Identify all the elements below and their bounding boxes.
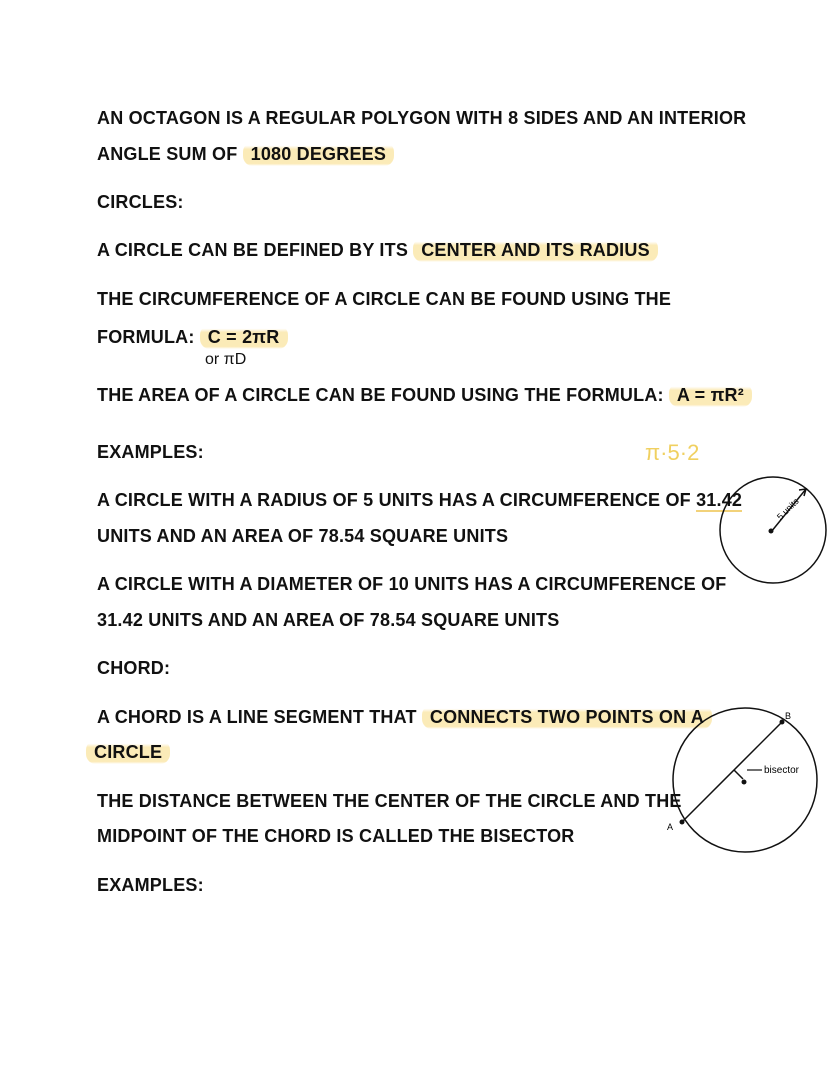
underlined-value: 31.42: [696, 490, 743, 510]
highlight: CIRCLE: [86, 740, 170, 764]
text: ANGLE SUM OF: [97, 144, 243, 164]
text-line: THE CIRCUMFERENCE OF A CIRCLE CAN BE FOUND USING THE: [97, 289, 672, 309]
handwritten-note: or πD: [205, 351, 247, 368]
chord-circle-diagram: [667, 708, 817, 852]
highlight: 1080 DEGREES: [243, 142, 394, 166]
text-line: A CIRCLE WITH A DIAMETER OF 10 UNITS HAS A CIRCUMFERENCE OF: [97, 574, 727, 594]
handwritten-note: π·5·2: [645, 440, 700, 465]
text: FORMULA:: [97, 327, 200, 347]
text-line: 31.42 UNITS AND AN AREA OF 78.54 SQUARE UNITS: [97, 610, 560, 630]
text: A CIRCLE CAN BE DEFINED BY ITS: [97, 240, 414, 260]
highlight: A = πR²: [669, 383, 752, 407]
heading-examples-2: EXAMPLES:: [97, 875, 204, 895]
bisector-line: [734, 770, 743, 779]
heading-chord: CHORD:: [97, 658, 171, 678]
point-b: [780, 720, 785, 725]
heading-examples: EXAMPLES:: [97, 442, 204, 462]
center-point: [742, 780, 747, 785]
highlight: CENTER AND ITS RADIUS: [413, 238, 658, 262]
radius-circle-diagram: [720, 477, 826, 583]
point-b-label: B: [785, 711, 792, 721]
heading-circles: CIRCLES:: [97, 192, 184, 212]
center-point: [769, 529, 774, 534]
point-a-label: A: [667, 822, 674, 832]
point-a: [680, 820, 685, 825]
text-line: AN OCTAGON IS A REGULAR POLYGON WITH 8 SIDES AND AN INTERIOR: [97, 108, 747, 128]
text-line: THE DISTANCE BETWEEN THE CENTER OF THE CIRCLE AND THE: [97, 791, 682, 811]
text: A CIRCLE WITH A RADIUS OF 5 UNITS HAS A CIRCUMFERENCE OF: [97, 490, 697, 510]
highlight: CONNECTS TWO POINTS ON A: [422, 705, 712, 729]
text: A CHORD IS A LINE SEGMENT THAT: [97, 707, 422, 727]
text: THE AREA OF A CIRCLE CAN BE FOUND USING THE FORMULA:: [97, 385, 669, 405]
bisector-label: bisector: [764, 765, 800, 776]
highlight: C = 2πR: [200, 325, 288, 349]
text-line: UNITS AND AN AREA OF 78.54 SQUARE UNITS: [97, 526, 509, 546]
text-line: MIDPOINT OF THE CHORD IS CALLED THE BISECTOR: [97, 826, 575, 846]
radius-label: 5 units: [774, 496, 801, 522]
